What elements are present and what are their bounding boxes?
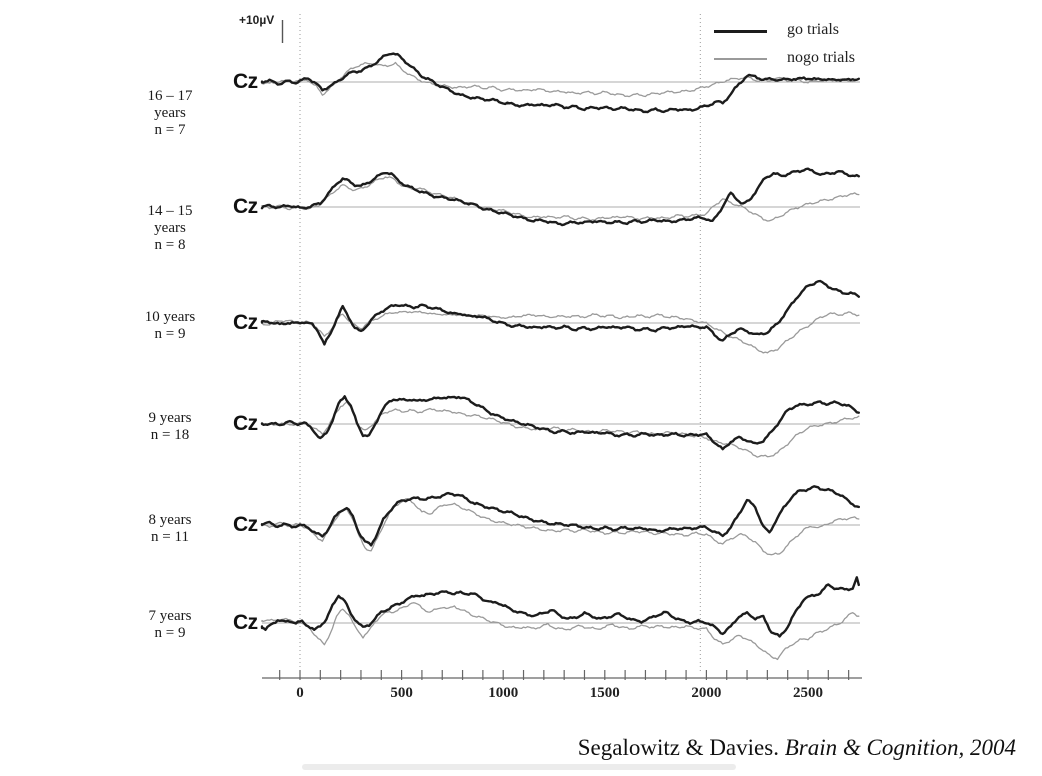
go-waveform bbox=[262, 169, 859, 225]
legend-go-label: go trials bbox=[787, 21, 839, 38]
electrode-label: Cz bbox=[233, 611, 258, 634]
age-group-label-line: 8 years bbox=[148, 512, 192, 528]
nogo-waveform bbox=[262, 63, 859, 97]
electrode-label: Cz bbox=[233, 195, 258, 218]
x-tick-label: 1000 bbox=[488, 685, 519, 701]
go-waveform bbox=[262, 281, 859, 344]
go-waveform bbox=[262, 54, 859, 113]
age-group-label-line: 9 years bbox=[148, 410, 192, 426]
age-group-label-line: years bbox=[154, 220, 186, 236]
age-group-label-line: n = 8 bbox=[154, 237, 186, 253]
slide-artifact-bar bbox=[302, 764, 736, 770]
citation bbox=[0, 735, 1016, 761]
age-group-label-line: n = 11 bbox=[151, 529, 189, 545]
electrode-label: Cz bbox=[233, 311, 258, 334]
x-tick-label: 0 bbox=[296, 685, 304, 701]
age-group-label-line: 10 years bbox=[144, 309, 196, 325]
electrode-label: Cz bbox=[233, 412, 258, 435]
nogo-waveform bbox=[262, 499, 859, 555]
go-waveform bbox=[262, 577, 859, 636]
x-tick-label: 2000 bbox=[691, 685, 722, 701]
age-group-label bbox=[108, 410, 232, 444]
legend-go-line-sample bbox=[714, 30, 767, 33]
age-group-label-line: 7 years bbox=[148, 608, 192, 624]
x-tick-label: 1500 bbox=[589, 685, 620, 701]
age-group-label-line: n = 18 bbox=[150, 427, 190, 443]
legend-nogo-line-sample bbox=[714, 58, 767, 60]
age-group-label bbox=[108, 608, 232, 642]
citation-source: Brain & Cognition, 2004 bbox=[784, 735, 1016, 760]
age-group-label-line: 14 – 15 bbox=[147, 203, 193, 219]
electrode-label: Cz bbox=[233, 70, 258, 93]
age-group-label-line: n = 9 bbox=[154, 326, 186, 342]
age-group-label bbox=[108, 309, 232, 343]
age-group-label-line: years bbox=[154, 105, 186, 121]
go-waveform bbox=[262, 396, 859, 449]
age-group-label-line: n = 9 bbox=[154, 625, 186, 641]
x-tick-label: 500 bbox=[390, 685, 413, 701]
citation-authors: Segalowitz & Davies. bbox=[577, 735, 785, 760]
electrode-label: Cz bbox=[233, 513, 258, 536]
go-waveform bbox=[262, 486, 859, 545]
x-tick-label: 2500 bbox=[793, 685, 823, 701]
age-group-label-line: n = 7 bbox=[154, 122, 186, 138]
amplitude-scale-label: +10µV bbox=[239, 13, 275, 27]
age-group-label bbox=[108, 88, 232, 139]
legend-nogo-label: nogo trials bbox=[787, 49, 855, 66]
age-group-label bbox=[108, 512, 232, 546]
age-group-label-line: 16 – 17 bbox=[147, 88, 193, 104]
age-group-label bbox=[108, 203, 232, 254]
